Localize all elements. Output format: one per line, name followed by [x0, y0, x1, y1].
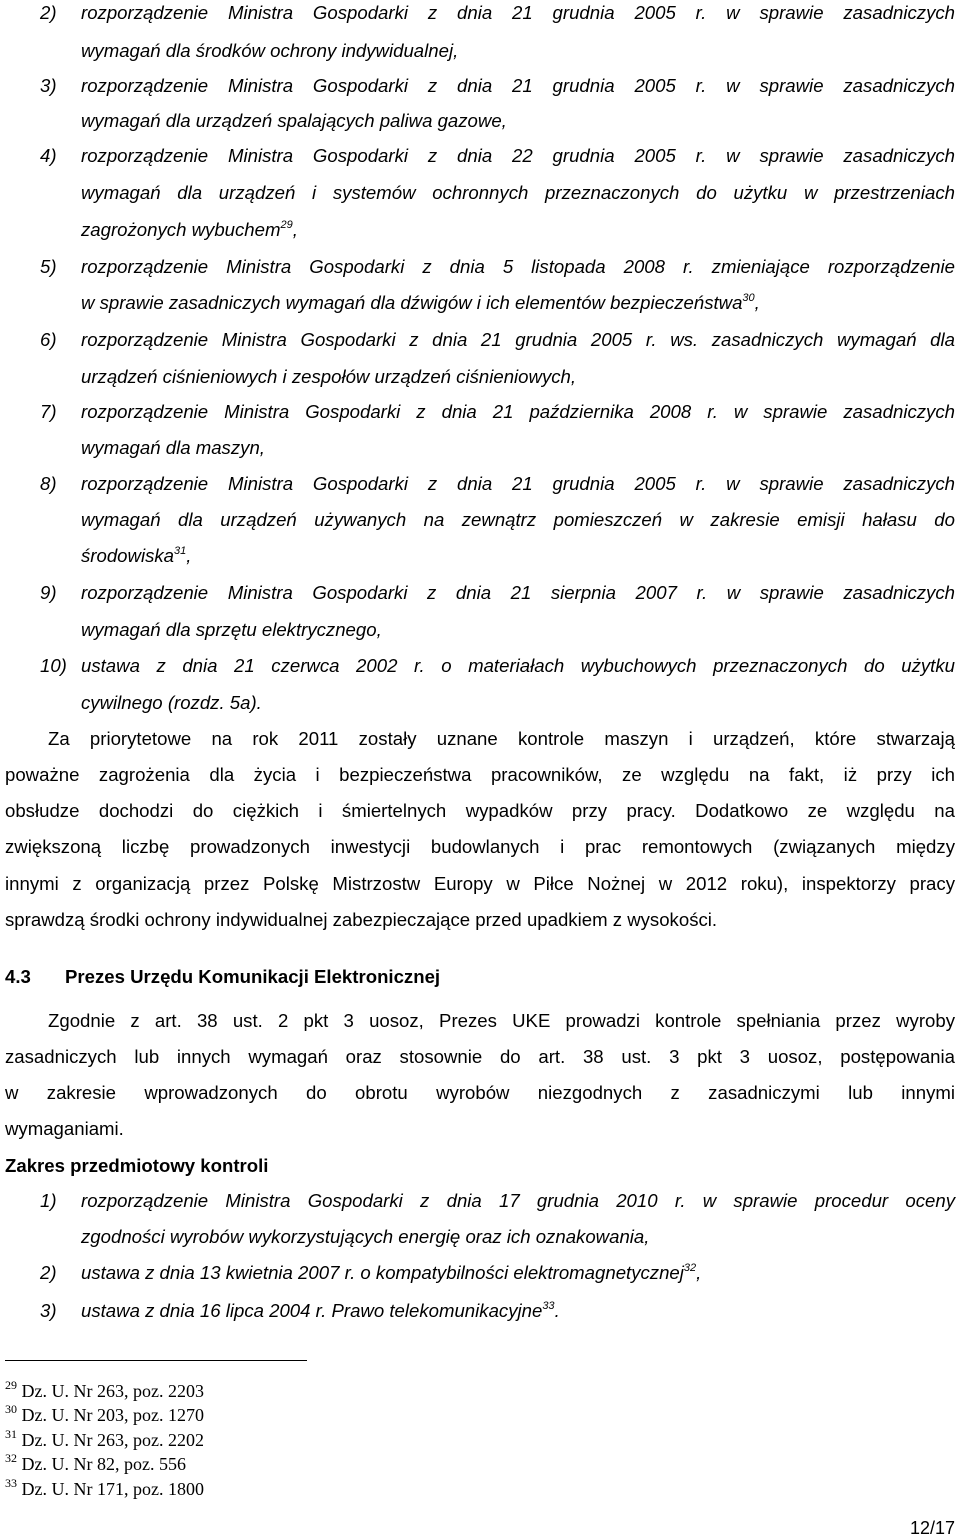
footnote-text: Dz. U. Nr 203, poz. 1270: [21, 1405, 204, 1425]
list-item-text: rozporządzenie Ministra Gospodarki z dnia 21 sierpnia 2007 r. w sprawie zasadniczych: [81, 582, 955, 603]
list-item-text: środowiska$^{31}$,: [81, 545, 192, 566]
list-item-text: rozporządzenie Ministra Gospodarki z dnia 22 grudnia 2005 r. w sprawie zasadniczych: [81, 145, 955, 166]
paragraph-line: sprawdzą środki ochrony indywidualnej zabezpieczające przed upadkiem z wysokości.: [5, 909, 718, 930]
list-item-text: rozporządzenie Ministra Gospodarki z dnia 21 grudnia 2005 r. w sprawie zasadniczych: [81, 473, 955, 494]
footnote: [5, 1453, 186, 1475]
list-item-number: 9): [40, 582, 57, 603]
list-item-number: 4): [40, 145, 57, 166]
paragraph-line: Zgodnie z art. 38 ust. 2 pkt 3 uosoz, Prezes UKE prowadzi kontrole spełniania przez wyroby: [48, 1010, 955, 1031]
list-item-text: wymagań dla urządzeń spalających paliwa gazowe,: [81, 110, 507, 131]
list-item-text: cywilnego (rozdz. 5a).: [81, 692, 262, 713]
section-number: 4.3: [5, 966, 31, 987]
footnote-text: Dz. U. Nr 171, poz. 1800: [21, 1479, 204, 1499]
list-item-text: wymagań dla urządzeń używanych na zewnątrz pomieszczeń w zakresie emisji hałasu do: [81, 509, 955, 530]
list-item-text: rozporządzenie Ministra Gospodarki z dnia 21 grudnia 2005 r. w sprawie zasadniczych: [81, 75, 955, 96]
list-item-number: 2): [40, 1262, 57, 1283]
list-item-text-part: w sprawie zasadniczych wymagań dla dźwigów i ich elementów bezpieczeństwa: [81, 292, 743, 313]
list-item-text: zagrożonych wybuchem$^{29}$,: [81, 219, 298, 240]
list-item-text: zgodności wyrobów wykorzystujących energię oraz ich oznakowania,: [81, 1226, 650, 1247]
footnote-ref[interactable]: 30: [742, 292, 755, 304]
list-item-number: 8): [40, 473, 57, 494]
footnote: [5, 1380, 204, 1402]
paragraph-line: obsłudze dochodzi do ciężkich i śmiertelnych wypadków przy pracy. Dodatkowo ze względu na: [5, 800, 955, 821]
list-item-text: rozporządzenie Ministra Gospodarki z dnia 21 października 2008 r. w sprawie zasadniczych: [81, 401, 955, 422]
page-number: 12/17: [909, 1518, 955, 1538]
footnote-number: 33: [5, 1476, 17, 1490]
list-item-text: wymagań dla urządzeń i systemów ochronnych przeznaczonych do użytku w przestrzeniach: [81, 182, 955, 203]
footnote: [5, 1404, 204, 1426]
subheading: Zakres przedmiotowy kontroli: [5, 1155, 269, 1176]
list-item-text: wymagań dla sprzętu elektrycznego,: [81, 619, 382, 640]
footnote-ref[interactable]: 33: [542, 1300, 555, 1312]
list-item-number: 7): [40, 401, 57, 422]
footnote-text: Dz. U. Nr 263, poz. 2203: [21, 1381, 204, 1401]
footnote-number: 32: [5, 1451, 17, 1465]
list-item-number: 3): [40, 75, 57, 96]
paragraph-line: w zakresie wprowadzonych do obrotu wyrobów niezgodnych z zasadniczymi lub innymi: [5, 1082, 955, 1103]
paragraph-line: poważne zagrożenia dla życia i bezpieczeństwa pracowników, ze względu na fakt, iż przy ich: [5, 764, 955, 785]
list-item-text: rozporządzenie Ministra Gospodarki z dnia 21 grudnia 2005 r. ws. zasadniczych wymagań dla: [81, 329, 955, 350]
list-item-text: wymagań dla maszyn,: [81, 437, 265, 458]
footnote-ref[interactable]: 32: [683, 1262, 697, 1274]
list-item-number: 5): [40, 256, 57, 277]
list-item-text: rozporządzenie Ministra Gospodarki z dnia 17 grudnia 2010 r. w sprawie procedur oceny: [81, 1190, 955, 1211]
list-item-text: ustawa z dnia 16 lipca 2004 r. Prawo telekomunikacyjne$^{33}$.: [81, 1300, 560, 1321]
footnote-ref[interactable]: 29: [280, 219, 293, 231]
list-item-text: urządzeń ciśnieniowych i zespołów urządzeń ciśnieniowych,: [81, 366, 577, 387]
footnote: [5, 1429, 204, 1451]
list-item-text: ustawa z dnia 21 czerwca 2002 r. o materiałach wybuchowych przeznaczonych do użytku: [81, 655, 955, 676]
list-item-text: ustawa z dnia 13 kwietnia 2007 r. o kompatybilności elektromagnetycznej$^{32}$,: [81, 1262, 702, 1283]
paragraph-line: zasadniczych lub innych wymagań oraz stosownie do art. 38 ust. 3 pkt 3 uosoz, postępowania: [5, 1046, 955, 1067]
list-item-text-part: zagrożonych wybuchem: [81, 219, 281, 240]
footnote-separator: [5, 1360, 307, 1361]
paragraph-line: wymaganiami.: [5, 1118, 124, 1139]
list-item-text-part: ustawa z dnia 13 kwietnia 2007 r. o kompatybilności elektromagnetycznej: [81, 1262, 684, 1283]
list-item-number: 1): [40, 1190, 57, 1211]
paragraph-line: zwiększoną liczbę prowadzonych inwestycji budowlanych i prac remontowych (związanych między: [5, 836, 955, 857]
list-item-number: 3): [40, 1300, 57, 1321]
list-item-text-part: ustawa z dnia 16 lipca 2004 r. Prawo telekomunikacyjne: [81, 1300, 543, 1321]
footnote-ref[interactable]: 31: [174, 545, 187, 557]
section-title: Prezes Urzędu Komunikacji Elektronicznej: [65, 966, 441, 987]
list-item-text-part: środowiska: [81, 545, 175, 566]
paragraph-line: Za priorytetowe na rok 2011 zostały uznane kontrole maszyn i urządzeń, które stwarzają: [48, 728, 955, 749]
footnote: [5, 1478, 204, 1500]
footnote-number: 31: [5, 1427, 17, 1441]
list-item-text: wymagań dla środków ochrony indywidualnej,: [81, 40, 459, 61]
list-item-number: 2): [40, 2, 57, 23]
list-item-number: 6): [40, 329, 57, 350]
list-item-text: rozporządzenie Ministra Gospodarki z dnia 5 listopada 2008 r. zmieniające rozporządzenie: [81, 256, 955, 277]
footnote-text: Dz. U. Nr 82, poz. 556: [21, 1454, 186, 1474]
list-item-text: rozporządzenie Ministra Gospodarki z dnia 21 grudnia 2005 r. w sprawie zasadniczych: [81, 2, 955, 23]
list-item-number: 10): [40, 655, 67, 676]
footnote-text: Dz. U. Nr 263, poz. 2202: [21, 1430, 204, 1450]
paragraph-line: innymi z organizacją przez Polskę Mistrzostw Europy w Piłce Nożnej w 2012 roku), inspektorzy pracy: [5, 873, 955, 894]
list-item-text: w sprawie zasadniczych wymagań dla dźwigów i ich elementów bezpieczeństwa$^{30}$,: [81, 292, 760, 313]
footnote-number: 30: [5, 1402, 17, 1416]
footnote-number: 29: [5, 1378, 17, 1392]
